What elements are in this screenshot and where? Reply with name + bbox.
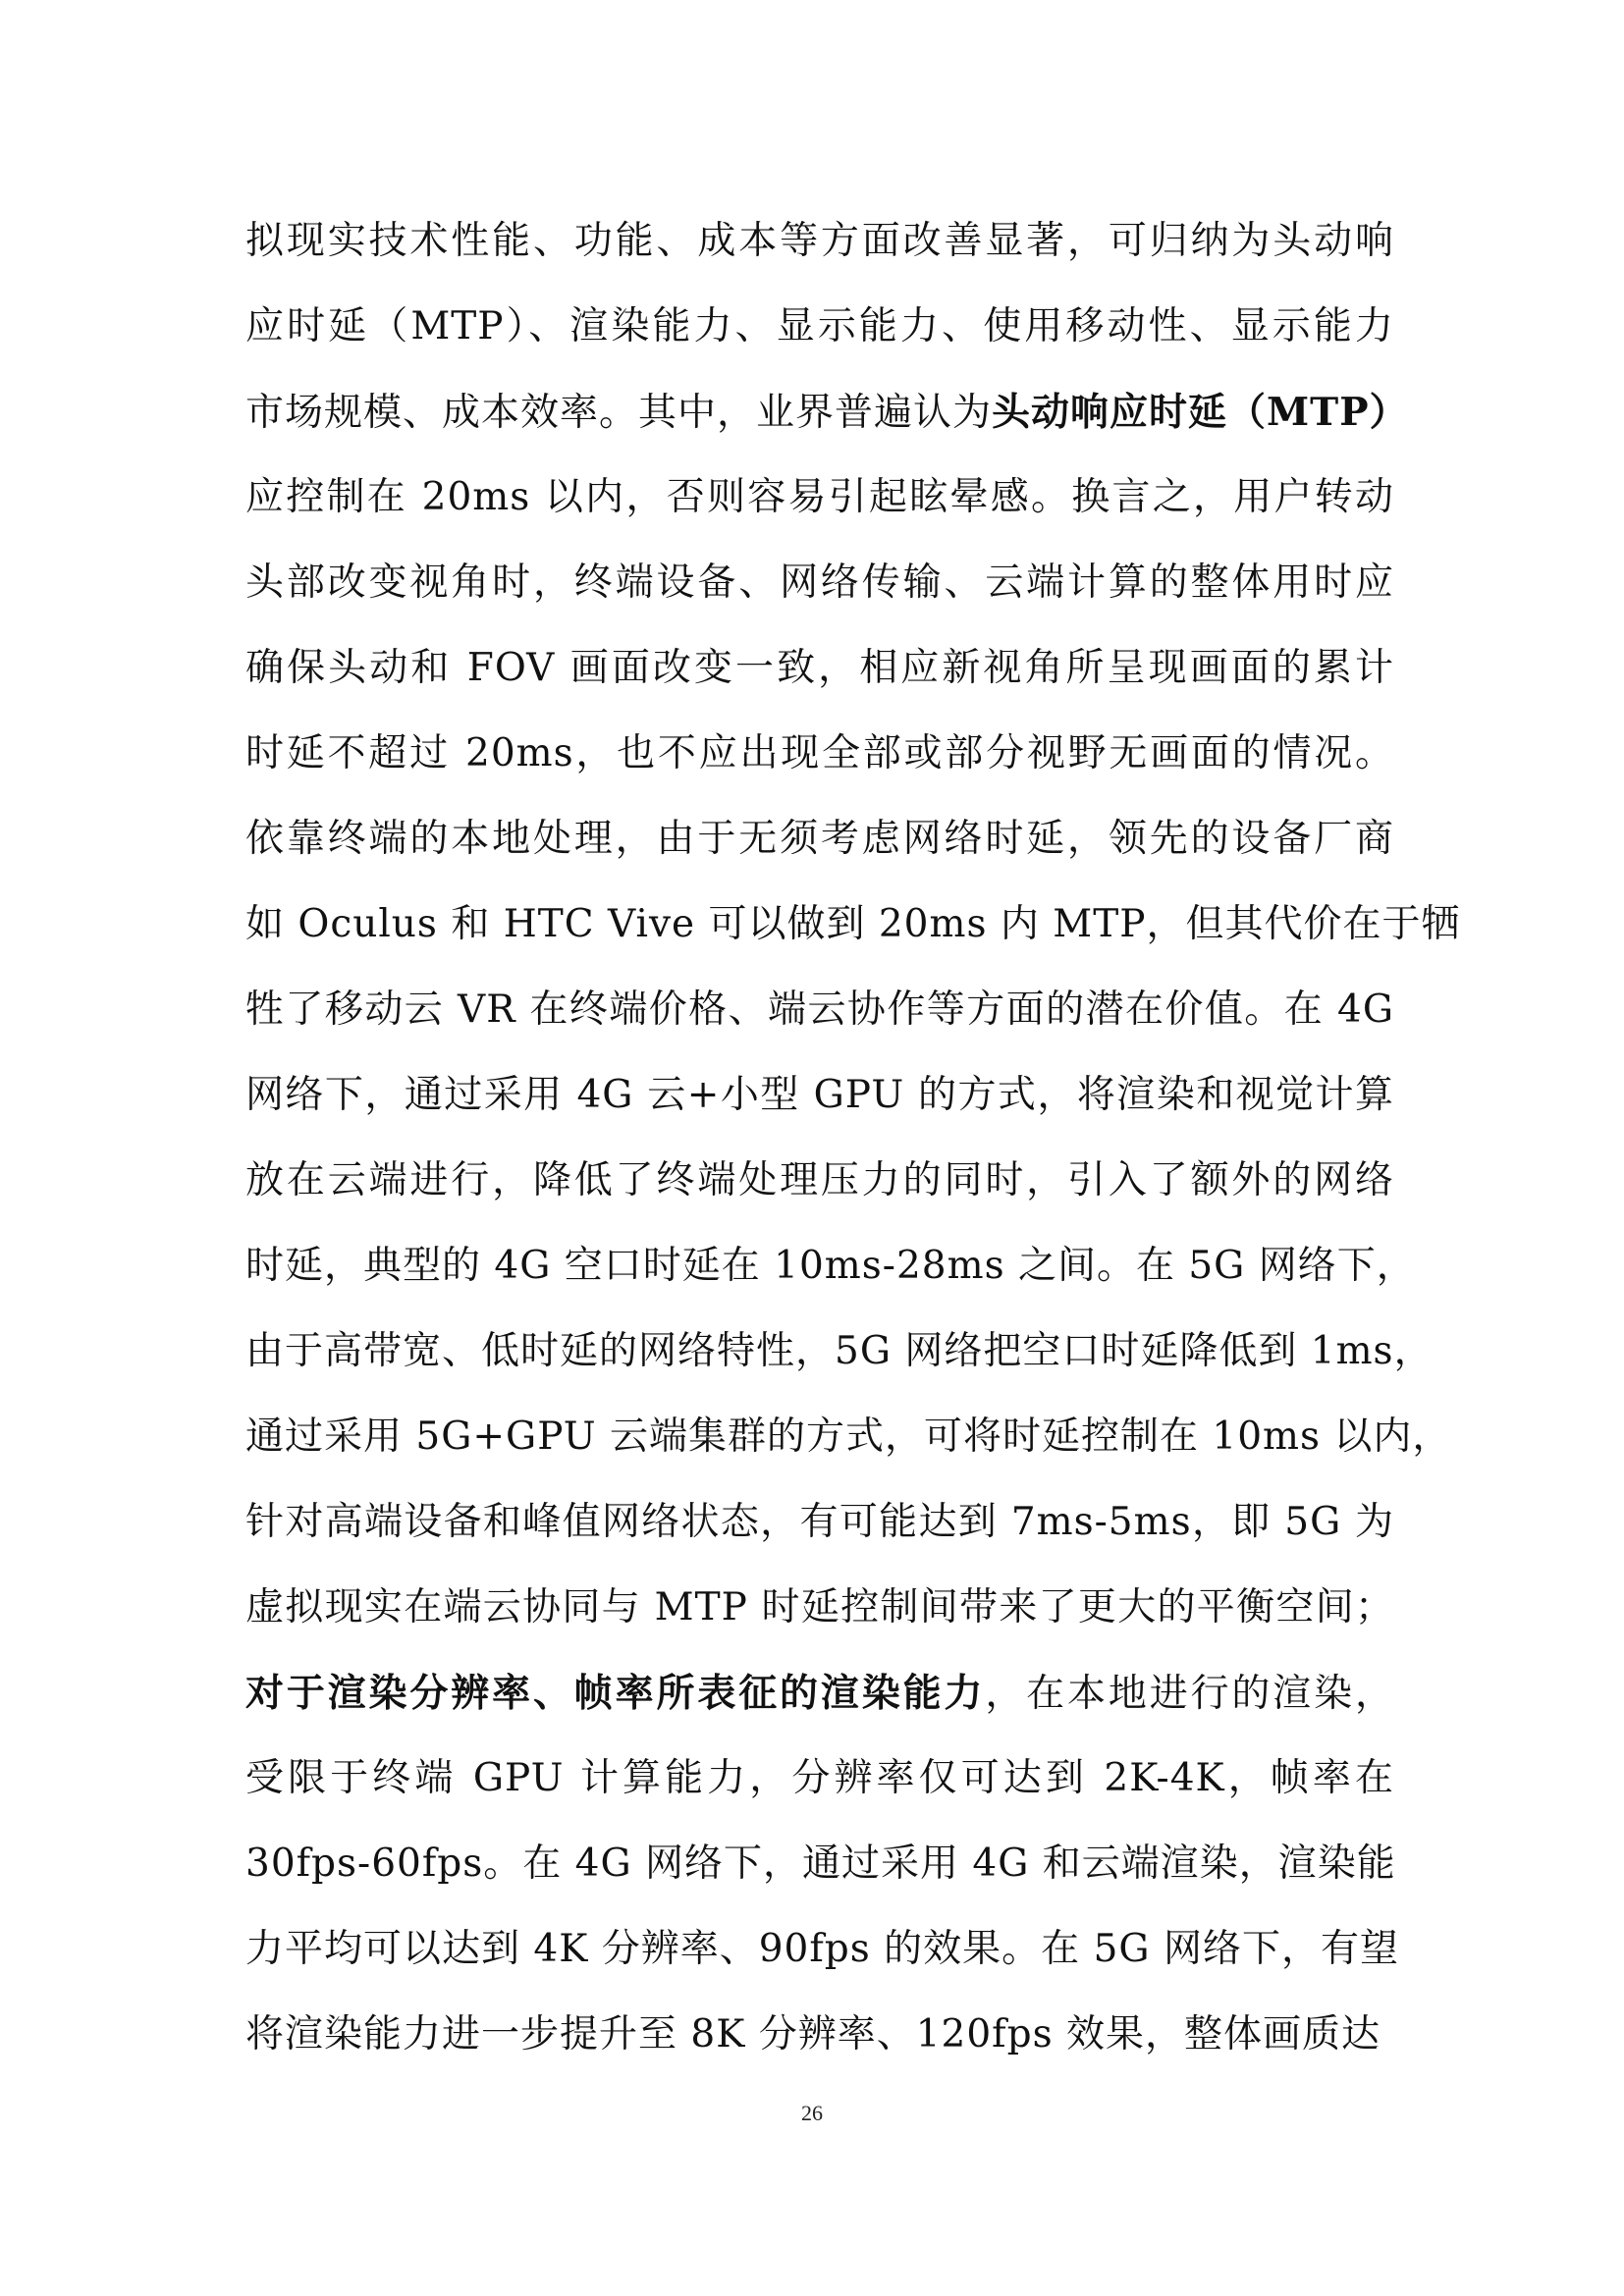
text-line	[245, 980, 1394, 1065]
text-line	[245, 2004, 1394, 2090]
text-line	[245, 638, 1394, 723]
text-segment: 放在云端进行，降低了终端处理压力的同时，引入了额外的网络	[245, 1158, 1394, 1202]
text-segment: 应控制在 20ms 以内，否则容易引起眩晕感。换言之，用户转动	[245, 475, 1394, 519]
text-segment: 网络下，通过采用 4G 云+小型 GPU 的方式，将渲染和视觉计算	[245, 1073, 1394, 1117]
text-segment: 通过采用 5G+GPU 云端集群的方式，可将时延控制在 10ms 以内，	[245, 1415, 1452, 1459]
text-line	[245, 467, 1394, 553]
text-segment: 市场规模、成本效率。其中，业界普遍认为	[245, 391, 993, 435]
text-segment: 时延不超过 20ms，也不应出现全部或部分视野无画面的情况。	[245, 731, 1394, 775]
text-line	[245, 894, 1461, 980]
text-segment: 依靠终端的本地处理，由于无须考虑网络时延，领先的设备厂商	[245, 817, 1394, 861]
text-line	[245, 553, 1394, 638]
text-line	[245, 1834, 1394, 1919]
text-line	[245, 723, 1394, 809]
text-line	[245, 1663, 1394, 1748]
text-segment: 时延，典型的 4G 空口时延在 10ms-28ms 之间。在 5G 网络下，	[245, 1244, 1416, 1288]
text-segment: 应时延（MTP）、渲染能力、显示能力、使用移动性、显示能力	[245, 304, 1394, 348]
text-segment: 牲了移动云 VR 在终端价格、端云协作等方面的潜在价值。在 4G	[245, 988, 1394, 1032]
text-line	[245, 1748, 1394, 1834]
text-segment: ，在本地进行的渲染，	[985, 1672, 1394, 1716]
text-line	[245, 1321, 1434, 1407]
bold-text-segment: 对于渲染分辨率、帧率所表征的渲染能力	[245, 1671, 986, 1716]
page-number: 26	[801, 2101, 823, 2125]
text-segment: 将渲染能力进一步提升至 8K 分辨率、120fps 效果，整体画质达	[245, 2012, 1380, 2056]
text-segment: 虚拟现实在端云协同与 MTP 时延控制间带来了更大的平衡空间；	[245, 1585, 1394, 1629]
text-line	[245, 211, 1394, 296]
text-segment: 拟现实技术性能、功能、成本等方面改善显著，可归纳为头动响	[245, 219, 1394, 263]
text-segment: 针对高端设备和峰值网络状态，有可能达到 7ms-5ms，即 5G 为	[245, 1500, 1394, 1544]
text-line	[245, 1407, 1452, 1492]
text-segment: 确保头动和 FOV 画面改变一致，相应新视角所呈现画面的累计	[245, 646, 1394, 690]
text-line	[245, 1919, 1399, 2004]
text-line	[245, 1065, 1394, 1150]
text-segment: 30fps-60fps。在 4G 网络下，通过采用 4G 和云端渲染，渲染能	[245, 1842, 1396, 1886]
text-line	[245, 1236, 1416, 1321]
text-segment: 受限于终端 GPU 计算能力，分辨率仅可达到 2K-4K，帧率在	[245, 1756, 1394, 1800]
text-segment: 如 Oculus 和 HTC Vive 可以做到 20ms 内 MTP，但其代价在于牺	[245, 902, 1461, 946]
body-text	[245, 211, 1461, 2090]
bold-text-segment: 头动响应时延（MTP）	[992, 390, 1409, 435]
text-line	[245, 1577, 1394, 1663]
text-segment: 头部改变视角时，终端设备、网络传输、云端计算的整体用时应	[245, 561, 1394, 605]
text-line	[245, 809, 1394, 894]
text-line	[245, 1150, 1394, 1236]
text-segment: 由于高带宽、低时延的网络特性，5G 网络把空口时延降低到 1ms，	[245, 1329, 1434, 1373]
text-line	[245, 1492, 1394, 1577]
text-segment: 力平均可以达到 4K 分辨率、90fps 的效果。在 5G 网络下，有望	[245, 1927, 1399, 1971]
text-line	[245, 296, 1394, 382]
text-line	[245, 382, 1409, 467]
